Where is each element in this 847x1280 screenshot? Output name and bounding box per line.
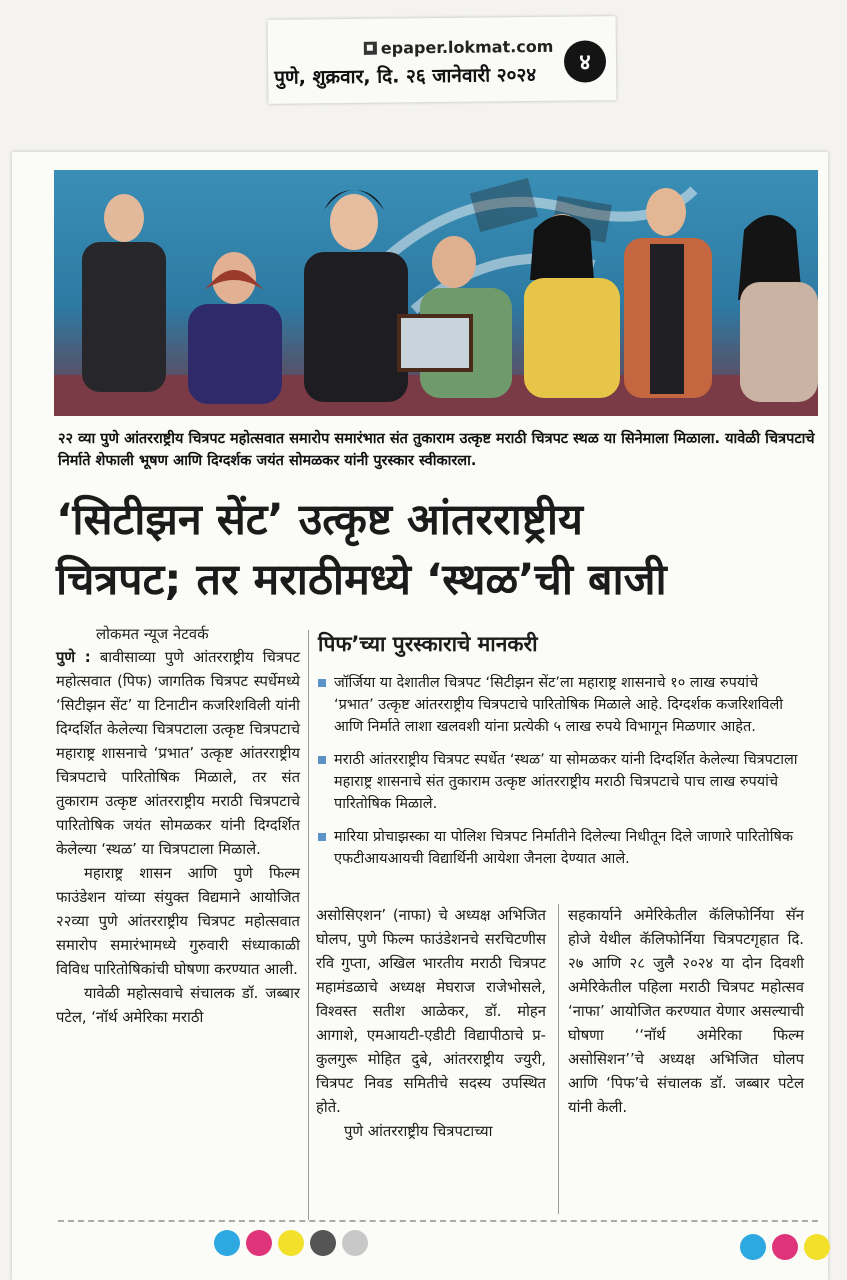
paragraph: सहकार्याने अमेरिकेतील कॅलिफोर्निया सॅन होजे येथील कॅलिफोर्निया चित्रपटगृहात दि. २७ आणि २८ जुलै २०२४ या दोन दिवशी अमेरिकेतील पहिला मराठी चित्रपट महोत्सव ‘नाफा’ आयोजित करण्यात येणार असल्याची घोषणा ‘‘नॉर्थ अमेरिका फिल्म असोसिशन’’चे अध्यक्ष अभिजित घोलप आणि ‘पिफ’चे संचालक डॉ. जब्बार पटेल यांनी केली. <box>568 907 804 1116</box>
article-column-3 <box>568 904 804 1120</box>
header-slip <box>268 16 617 104</box>
print-registration-marks-left <box>214 1230 368 1256</box>
registration-dot <box>310 1230 336 1256</box>
winners-list <box>316 672 802 881</box>
byline: लोकमत न्यूज नेटवर्क <box>96 625 209 643</box>
registration-dot <box>342 1230 368 1256</box>
headline-line-2: चित्रपट; तर मराठीमध्ये ‘स्थळ’ची बाजी <box>56 555 667 605</box>
registration-dot <box>772 1234 798 1260</box>
article-column-2 <box>316 904 546 1144</box>
winners-box-title: पिफ’च्या पुरस्काराचे मानकरी <box>318 632 538 656</box>
paragraph: पुणे आंतरराष्ट्रीय चित्रपटाच्या <box>344 1123 493 1140</box>
registration-dot <box>214 1230 240 1256</box>
headline-line-1: ‘सिटीझन सेंट’ उत्कृष्ट आंतरराष्ट्रीय <box>56 495 583 545</box>
epaper-icon <box>364 42 377 55</box>
photo-caption: २२ व्या पुणे आंतरराष्ट्रीय चित्रपट महोत्सवात समारोप समारंभात संत तुकाराम उत्कृष्ट मराठी चित्रपट स्थळ या सिनेमाला मिळाला. यावेळी चित्रपटाचे निर्माते शेफाली भूषण आणि दिग्दर्शक जयंत सोमळकर यांनी पुरस्कार स्वीकारला. <box>58 431 815 469</box>
date-line: पुणे, शुक्रवार, दि. २६ जानेवारी २०२४ <box>274 64 537 89</box>
paragraph: महाराष्ट्र शासन आणि पुणे फिल्म फाउंडेशन यांच्या संयुक्त विद्यमाने आयोजित २२व्या पुणे आंतरराष्ट्रीय चित्रपट महोत्सवात समारोप समारंभामध्ये गुरुवारी संध्याकाळी विविध पारितोषिकांची घोषणा करण्यात आली. <box>56 865 300 978</box>
print-registration-marks-right <box>740 1234 830 1260</box>
paragraph: यावेळी महोत्सवाचे संचालक डॉ. जब्बार पटेल, ‘नॉर्थ अमेरिका मराठी <box>56 985 300 1026</box>
registration-dot <box>246 1230 272 1256</box>
event-photo <box>54 170 818 416</box>
registration-dot <box>278 1230 304 1256</box>
cut-line <box>58 1220 818 1222</box>
winner-item: मारिया प्रोचाझस्का या पोलिश चित्रपट निर्मातीने दिलेल्या निधीतून दिले जाणारे पारितोषिक एफटीआयआयची विद्यार्थिनी आयेशा जैनला देण्यात आले. <box>316 826 802 870</box>
column-divider <box>558 904 559 1214</box>
winner-item: जॉर्जिया या देशातील चित्रपट ‘सिटीझन सेंट’ला महाराष्ट्र शासनाचे १० लाख रुपयांचे ‘प्रभात’ उत्कृष्ट आंतरराष्ट्रीय चित्रपटाचे पारितोषिक मिळाले आहे. दिग्दर्शक कजरिशविली आणि निर्माते लाशा खलवशी यांना प्रत्येकी ५ लाख रुपये विभागून मिळणार आहेत. <box>316 672 802 738</box>
registration-dot <box>804 1234 830 1260</box>
site-url-text: epaper.lokmat.com <box>380 36 554 58</box>
award-ceremony-photo <box>54 170 818 416</box>
paragraph-text: बावीसाव्या पुणे आंतरराष्ट्रीय चित्रपट महोत्सवात (पिफ) जागतिक चित्रपट स्पर्धेमध्ये ‘सिटीझन सेंट’ या टिनाटीन कजरिशविली यांनी दिग्दर्शित केलेल्या चित्रपटाला उत्कृष्ट चित्रपटाचे महाराष्ट्र शासनाचे ‘प्रभात’ उत्कृष्ट आंतरराष्ट्रीय चित्रपटाचे पारितोषिक मिळाले, तर संत तुकाराम उत्कृष्ट आंतरराष्ट्रीय मराठी चित्रपटाचे पारितोषिक जयंत सोमळकर यांनी दिग्दर्शित केलेल्या ‘स्थळ’ या चित्रपटाला मिळाले. <box>56 649 300 858</box>
newspaper-clipping <box>12 152 828 1280</box>
registration-dot <box>740 1234 766 1260</box>
paragraph: असोसिएशन’ (नाफा) चे अध्यक्ष अभिजित घोलप, पुणे फिल्म फाउंडेशनचे सरचिटणीस रवि गुप्ता, अखिल भारतीय मराठी चित्रपट महामंडळाचे अध्यक्ष मेघराज राजेभोसले, विश्वस्त सतीश आळेकर, डॉ. मोहन आगाशे, एमआयटी-एडीटी विद्यापीठाचे प्र-कुलगुरू मोहित दुबे, आंतरराष्ट्रीय ज्युरी, चित्रपट निवड समितीचे सदस्य उपस्थित होते. <box>316 907 546 1116</box>
article-column-1 <box>56 646 300 1030</box>
column-divider <box>308 630 309 1220</box>
dateline: पुणे : <box>56 649 91 666</box>
paragraph <box>56 646 300 862</box>
site-url <box>364 37 554 58</box>
page-number-badge: ४ <box>564 40 606 82</box>
winner-item: मराठी आंतरराष्ट्रीय चित्रपट स्पर्धेत ‘स्थळ’ या सोमळकर यांनी दिग्दर्शित केलेल्या चित्रपटाला महाराष्ट्र शासनाचे संत तुकाराम उत्कृष्ट आंतरराष्ट्रीय मराठी चित्रपटाचे पाच लाख रुपयांचे पारितोषिक मिळाले. <box>316 749 802 815</box>
headline <box>56 490 826 610</box>
